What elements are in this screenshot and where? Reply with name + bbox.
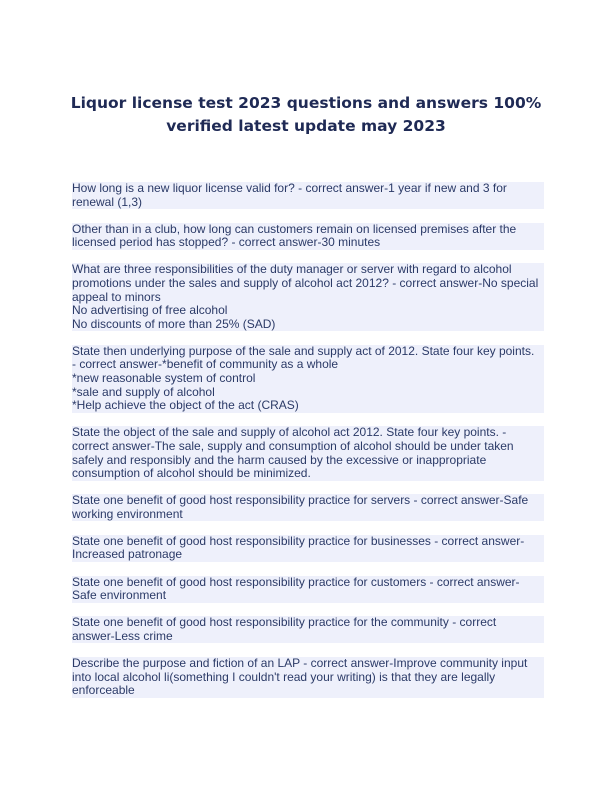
qa-item (72, 263, 544, 331)
document-title-line: verified latest update may 2023 (166, 117, 446, 135)
qa-line: correct answer-The sale, supply and consumption of alcohol should be under taken (72, 440, 544, 454)
document-title-line: Liquor license test 2023 questions and answers 100% (70, 94, 542, 112)
qa-line: into local alcohol li(something I couldn't read your writing) is that they are legally (72, 671, 544, 685)
qa-line: Describe the purpose and fiction of an LAP - correct answer-Improve community input (72, 657, 544, 671)
qa-line: safely and responsibly and the harm caused by the excessive or inappropriate (72, 454, 544, 468)
qa-line: enforceable (72, 684, 544, 698)
qa-line: *Help achieve the object of the act (CRAS) (72, 399, 544, 413)
qa-line: *new reasonable system of control (72, 372, 544, 386)
document-title (60, 92, 552, 138)
qa-item (72, 182, 544, 209)
qa-line: Other than in a club, how long can customers remain on licensed premises after the (72, 223, 544, 237)
qa-line: Safe environment (72, 589, 544, 603)
qa-line: What are three responsibilities of the duty manager or server with regard to alcohol (72, 263, 544, 277)
qa-item (72, 426, 544, 480)
qa-line: licensed period has stopped? - correct answer-30 minutes (72, 236, 544, 250)
qa-item (72, 535, 544, 562)
qa-line: - correct answer-*benefit of community as a whole (72, 358, 544, 372)
qa-line: Increased patronage (72, 548, 544, 562)
qa-line: State then underlying purpose of the sale and supply act of 2012. State four key points. (72, 345, 544, 359)
qa-line: State one benefit of good host responsibility practice for customers - correct answer- (72, 576, 544, 590)
qa-line: State one benefit of good host responsibility practice for businesses - correct answer- (72, 535, 544, 549)
qa-line: promotions under the sales and supply of alcohol act 2012? - correct answer-No special (72, 277, 544, 291)
qa-item (72, 616, 544, 643)
qa-item (72, 576, 544, 603)
qa-line: State the object of the sale and supply of alcohol act 2012. State four key points. - (72, 426, 544, 440)
qa-line: consumption of alcohol should be minimized. (72, 467, 544, 481)
qa-line: answer-Less crime (72, 630, 544, 644)
qa-list (72, 182, 544, 711)
qa-item (72, 223, 544, 250)
qa-line: No advertising of free alcohol (72, 304, 544, 318)
qa-item (72, 345, 544, 413)
qa-line: working environment (72, 508, 544, 522)
qa-line: appeal to minors (72, 291, 544, 305)
qa-item (72, 657, 544, 698)
qa-line: renewal (1,3) (72, 196, 544, 210)
qa-item (72, 494, 544, 521)
qa-line: How long is a new liquor license valid for? - correct answer-1 year if new and 3 for (72, 182, 544, 196)
qa-line: State one benefit of good host responsibility practice for servers - correct answer-Safe (72, 494, 544, 508)
qa-line: State one benefit of good host responsibility practice for the community - correct (72, 616, 544, 630)
qa-line: *sale and supply of alcohol (72, 386, 544, 400)
qa-line: No discounts of more than 25% (SAD) (72, 318, 544, 332)
